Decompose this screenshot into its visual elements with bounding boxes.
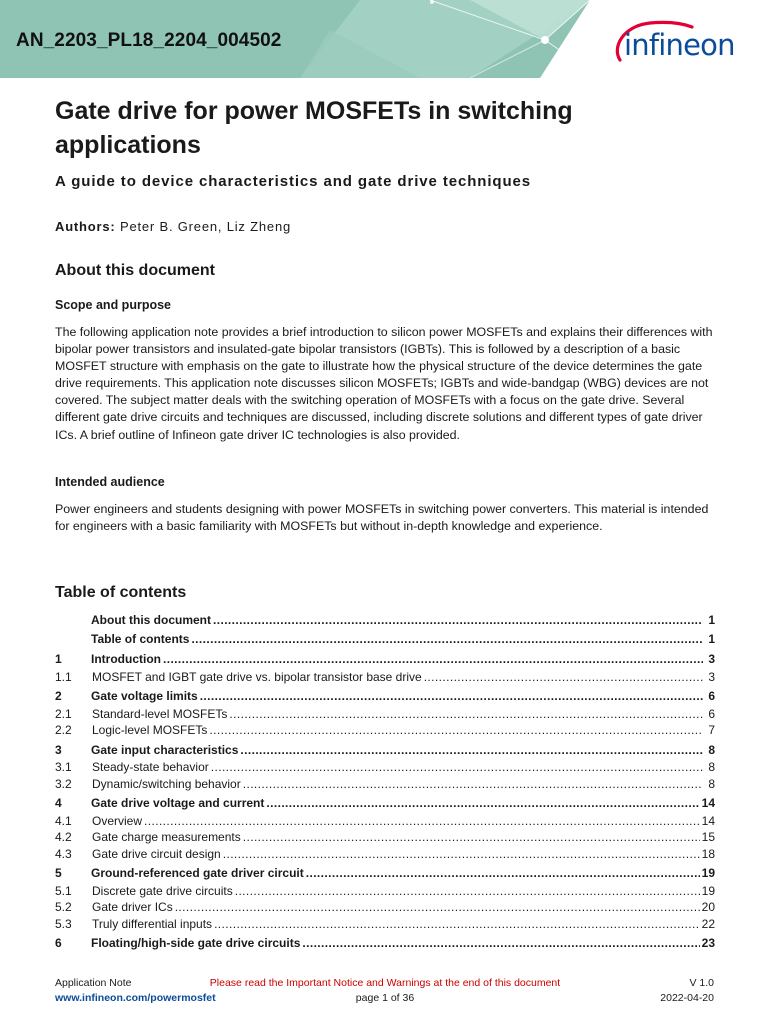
toc-entry-number: 5.1 — [55, 883, 72, 898]
toc-entry-title: Gate drive circuit design — [92, 846, 221, 861]
toc-entry[interactable] — [55, 846, 715, 863]
toc-entry-title: Gate charge measurements — [92, 830, 241, 844]
audience-heading: Intended audience — [55, 475, 165, 489]
toc-entry-number: 2.2 — [55, 723, 72, 737]
toc-entry-page: 19 — [701, 866, 715, 880]
toc-leader-dots — [191, 630, 703, 649]
toc-leader-dots — [223, 846, 700, 863]
toc-entry[interactable] — [55, 611, 715, 630]
toc-entry-number: 5.2 — [55, 900, 72, 914]
footer-url-link[interactable]: www.infineon.com/powermosfet — [55, 992, 216, 1004]
toc-entry-title: Truly differential inputs — [92, 916, 213, 931]
toc-entry-number: 6 — [55, 936, 62, 950]
toc-entry-title: Steady-state behavior — [92, 760, 209, 774]
toc-entry[interactable] — [55, 706, 715, 723]
toc-entry-page: 3 — [708, 652, 715, 666]
toc-entry-title: Gate drive voltage and current — [91, 796, 265, 810]
toc-entry-page: 8 — [708, 742, 715, 757]
toc-entry[interactable] — [55, 794, 715, 813]
table-of-contents — [55, 611, 715, 953]
toc-entry-title: Gate input characteristics — [91, 742, 239, 757]
toc-leader-dots — [214, 916, 700, 933]
toc-entry[interactable] — [55, 741, 715, 760]
toc-entry-title: Discrete gate drive circuits — [92, 883, 233, 898]
scope-paragraph: The following application note provides a brief introduction to silicon power MOSFETs and explains their differences with bipolar power transistors and insulated-gate bipolar transistors (IGBTs). This is followed by a description of a basic MOSFET structure with emphasis on the gate to illustrate how the physical structure of the device determines the gate drive requirements. This application note discusses silicon MOSFETs; IGBTs and wide-bandgap (WBG) devices are not covered. The subject matter deals with the switching operation of MOSFETs with a focus on the gate drive. Several different gate drive circuits and techniques are discussed, including discrete solutions and different types of gate driver ICs. A brief outline of Infineon gate driver IC technologies is also provided. — [55, 325, 713, 442]
toc-leader-dots — [243, 776, 703, 793]
toc-entry-page: 1 — [708, 613, 715, 627]
toc-entry-title: Floating/high-side gate drive circuits — [91, 936, 301, 950]
toc-leader-dots — [211, 759, 703, 776]
header-banner — [0, 0, 768, 78]
toc-entry-page: 18 — [701, 846, 715, 861]
toc-entry-title: Introduction — [91, 652, 161, 666]
toc-entry-number: 1.1 — [55, 669, 72, 684]
toc-entry-page: 6 — [708, 706, 715, 721]
toc-leader-dots — [302, 934, 699, 953]
toc-entry-number: 4.2 — [55, 830, 72, 844]
toc-entry[interactable] — [55, 829, 715, 846]
toc-entry[interactable] — [55, 934, 715, 953]
toc-leader-dots — [163, 650, 703, 669]
footer-notice: Please read the Important Notice and Warnings at the end of this document — [209, 977, 561, 989]
document-subtitle: A guide to device characteristics and gate drive techniques — [55, 173, 532, 190]
toc-entry-page: 14 — [701, 796, 715, 810]
toc-entry-page: 15 — [701, 830, 715, 844]
authors-line — [55, 219, 291, 234]
toc-entry-page: 3 — [708, 669, 715, 684]
toc-entry[interactable] — [55, 899, 715, 916]
infineon-logo — [612, 18, 742, 70]
toc-leader-dots — [229, 706, 703, 723]
toc-leader-dots — [306, 864, 700, 883]
toc-entry-number: 1 — [55, 652, 62, 666]
toc-entry[interactable] — [55, 759, 715, 776]
toc-entry-page: 20 — [701, 900, 715, 914]
audience-paragraph: Power engineers and students designing with power MOSFETs in switching power converters. This material is intended for engineers with a basic familiarity with MOSFETs but without in-depth knowledge and experience. — [55, 502, 709, 534]
toc-entry-number: 5 — [55, 866, 62, 880]
toc-entry[interactable] — [55, 669, 715, 686]
toc-leader-dots — [209, 722, 703, 739]
footer-page-number: page 1 of 36 — [355, 992, 415, 1004]
toc-entry-page: 14 — [701, 813, 715, 828]
toc-entry-page: 8 — [708, 760, 715, 774]
toc-entry-number: 2 — [55, 689, 62, 703]
toc-entry-title: About this document — [91, 613, 211, 627]
toc-entry[interactable] — [55, 776, 715, 793]
logo-wordmark: infineon — [624, 28, 735, 62]
toc-entry-number: 4.3 — [55, 846, 72, 861]
toc-leader-dots — [424, 669, 703, 686]
toc-entry-page: 22 — [701, 916, 715, 931]
toc-entry-title: Table of contents — [91, 631, 190, 646]
toc-entry[interactable] — [55, 813, 715, 830]
toc-entry-number: 4.1 — [55, 813, 72, 828]
toc-leader-dots — [144, 813, 700, 830]
toc-entry-number: 3 — [55, 742, 62, 757]
toc-entry-page: 1 — [708, 631, 715, 646]
toc-entry[interactable] — [55, 687, 715, 706]
toc-entry-page: 8 — [708, 776, 715, 791]
toc-entry-title: Gate driver ICs — [92, 900, 173, 914]
toc-leader-dots — [175, 899, 700, 916]
toc-leader-dots — [266, 794, 699, 813]
toc-entry[interactable] — [55, 864, 715, 883]
toc-entry-number: 3.2 — [55, 776, 72, 791]
document-id: AN_2203_PL18_2204_004502 — [16, 30, 282, 51]
toc-entry-page: 23 — [701, 936, 715, 950]
toc-entry-title: MOSFET and IGBT gate drive vs. bipolar transistor base drive — [92, 669, 422, 684]
toc-entry-title: Gate voltage limits — [91, 689, 198, 703]
toc-entry-page: 7 — [708, 723, 715, 737]
toc-entry[interactable] — [55, 722, 715, 739]
document-title: Gate drive for power MOSFETs in switching applications — [55, 97, 573, 159]
toc-entry-number: 4 — [55, 796, 62, 810]
scope-heading: Scope and purpose — [55, 298, 171, 312]
toc-leader-dots — [240, 741, 703, 760]
authors-label: Authors: — [55, 219, 116, 234]
toc-entry-number: 5.3 — [55, 916, 72, 931]
toc-leader-dots — [235, 883, 700, 900]
toc-entry-title: Standard-level MOSFETs — [92, 706, 228, 721]
footer-date: 2022-04-20 — [660, 992, 714, 1004]
toc-entry[interactable] — [55, 650, 715, 669]
toc-entry-title: Logic-level MOSFETs — [92, 723, 208, 737]
toc-leader-dots — [243, 829, 700, 846]
toc-leader-dots — [200, 687, 703, 706]
toc-leader-dots — [213, 611, 703, 630]
toc-entry-page: 6 — [708, 689, 715, 703]
toc-entry[interactable] — [55, 630, 715, 649]
toc-heading: Table of contents — [55, 584, 187, 601]
toc-entry-title: Ground-referenced gate driver circuit — [91, 866, 304, 880]
footer-version: V 1.0 — [689, 977, 714, 989]
toc-entry-title: Overview — [92, 813, 143, 828]
toc-entry-number: 3.1 — [55, 760, 72, 774]
toc-entry-number: 2.1 — [55, 706, 72, 721]
authors-names: Peter B. Green, Liz Zheng — [119, 219, 292, 234]
about-heading: About this document — [55, 262, 215, 279]
toc-entry-title: Dynamic/switching behavior — [92, 776, 241, 791]
toc-entry[interactable] — [55, 916, 715, 933]
footer-doc-type: Application Note — [55, 977, 132, 989]
toc-entry[interactable] — [55, 883, 715, 900]
toc-entry-page: 19 — [701, 883, 715, 898]
